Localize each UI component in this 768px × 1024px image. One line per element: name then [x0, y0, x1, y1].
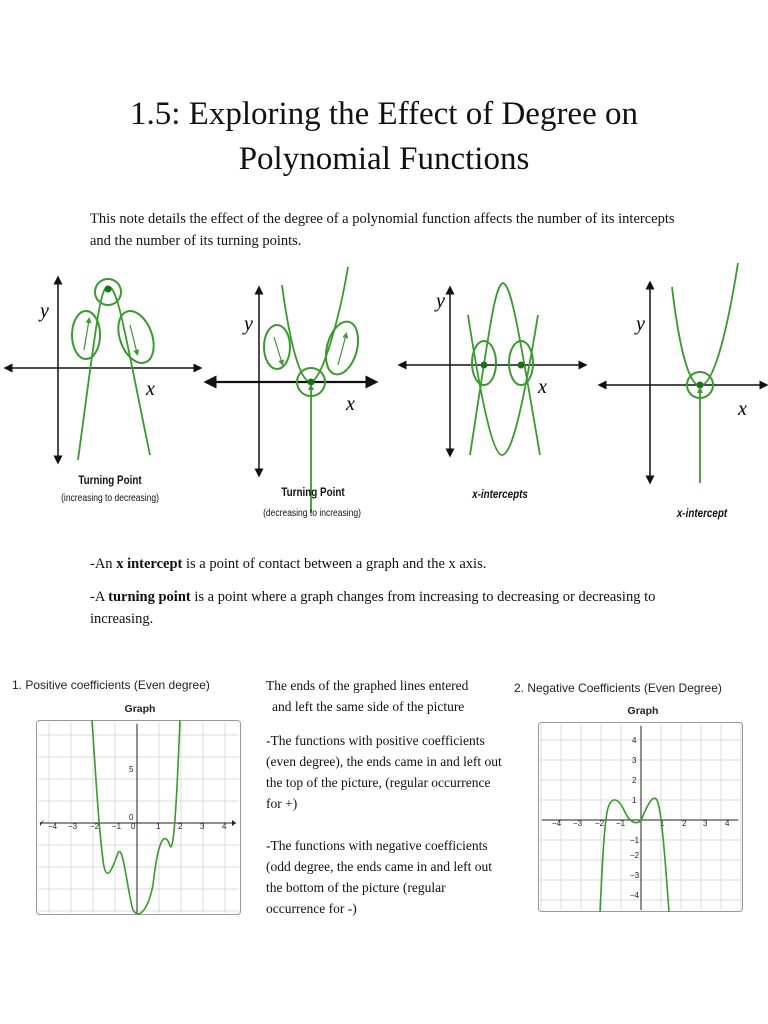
fig1-circle-right: [112, 306, 161, 368]
right-graph-label: Graph: [627, 705, 659, 717]
right-ytick-m3: −3: [630, 871, 640, 880]
left-tick-0: 0: [131, 822, 136, 831]
fig2-y-label: y: [244, 313, 253, 335]
right-tick-2: 2: [682, 819, 687, 828]
right-tick-3: 3: [703, 819, 708, 828]
left-tick-m2: −2: [90, 822, 100, 831]
middle-para-negative: -The functions with negative coefficients (odd degree, the ends came in and left out the bottom of the picture (regular occurrence for -): [266, 838, 493, 916]
fig1-point: [105, 286, 112, 293]
middle-line-2: and left the same side of the picture: [272, 699, 465, 714]
definition-turning-point: -A turning point is a point where a graph changes from increasing to decreasing or decreasing to increasing.: [90, 589, 656, 627]
figure-turning-point-min: [210, 267, 372, 513]
left-ytick-5: 5: [129, 765, 134, 774]
right-tick-m2: −2: [595, 819, 605, 828]
fig3-y-label: y: [436, 290, 445, 312]
fig1-subcaption: (increasing to decreasing): [61, 493, 159, 504]
fig4-caption: x-intercept: [676, 506, 728, 520]
left-ytick-0: 0: [129, 813, 134, 822]
title-line-1: 1.5: Exploring the Effect of Degree on: [130, 96, 638, 132]
fig1-curve: [78, 287, 150, 460]
fig3-caption: x-intercepts: [472, 487, 528, 501]
fig1-x-label: x: [146, 378, 155, 400]
left-tick-1: 1: [156, 822, 161, 831]
right-tick-1: 1: [660, 819, 665, 828]
fig2-x-label: x: [346, 393, 355, 415]
middle-line-1: The ends of the graphed lines entered: [266, 678, 469, 693]
fig3-point-right: [518, 362, 525, 369]
right-ytick-m4: −4: [630, 891, 640, 900]
right-tick-4: 4: [725, 819, 730, 828]
title-line-2: Polynomial Functions: [238, 141, 530, 177]
left-tick-m1: −1: [112, 822, 122, 831]
intro-paragraph: This note details the effect of the degree of a polynomial function affects the number of its intercepts and the number of its turning points.: [90, 211, 675, 249]
left-tick-m3: −3: [68, 822, 78, 831]
right-ytick-1: 1: [632, 796, 637, 805]
fig1-caption: Turning Point: [78, 473, 142, 487]
left-graph: [36, 720, 241, 915]
right-tick-m1: −1: [616, 819, 626, 828]
figures-row: [0, 255, 768, 530]
right-ytick-3: 3: [632, 756, 637, 765]
fig3-point-left: [481, 362, 488, 369]
right-ytick-4: 4: [632, 736, 637, 745]
fig3-x-label: x: [538, 376, 547, 398]
term-x-intercept: x intercept: [116, 556, 183, 572]
fig4-y-label: y: [636, 313, 645, 335]
figure-x-intercepts: [402, 283, 583, 455]
fig4-x-label: x: [738, 398, 747, 420]
fig2-caption: Turning Point: [281, 485, 345, 499]
figure-x-intercept: [602, 263, 764, 483]
left-panel-title: 1. Positive coefficients (Even degree): [12, 678, 210, 692]
left-tick-4: 4: [222, 822, 227, 831]
right-graph: [538, 722, 743, 912]
page-title: [0, 92, 768, 182]
left-tick-m4: −4: [48, 822, 58, 831]
left-graph-label: Graph: [124, 703, 156, 715]
right-tick-m3: −3: [573, 819, 583, 828]
fig4-curve: [672, 263, 738, 386]
right-tick-m4: −4: [552, 819, 562, 828]
fig2-subcaption: (decreasing to increasing): [263, 508, 361, 519]
right-ytick-m2: −2: [630, 851, 640, 860]
right-panel-title: 2. Negative Coefficients (Even Degree): [514, 681, 722, 695]
left-tick-2: 2: [178, 822, 183, 831]
definition-x-intercept: -An x intercept is a point of contact between a graph and the x axis.: [90, 556, 487, 572]
left-tick-3: 3: [200, 822, 205, 831]
right-ytick-2: 2: [632, 776, 637, 785]
term-turning-point: turning point: [108, 589, 191, 605]
fig1-y-label: y: [40, 300, 49, 322]
middle-notes: [266, 675, 502, 919]
fig2-point: [308, 379, 315, 386]
figure-turning-point-max: [8, 279, 198, 460]
middle-para-positive: -The functions with positive coefficients (even degree), the ends came in and left out the top of the picture, (regular occurrence for +): [266, 733, 502, 811]
fig4-point: [697, 382, 704, 389]
right-ytick-m1: −1: [630, 836, 640, 845]
